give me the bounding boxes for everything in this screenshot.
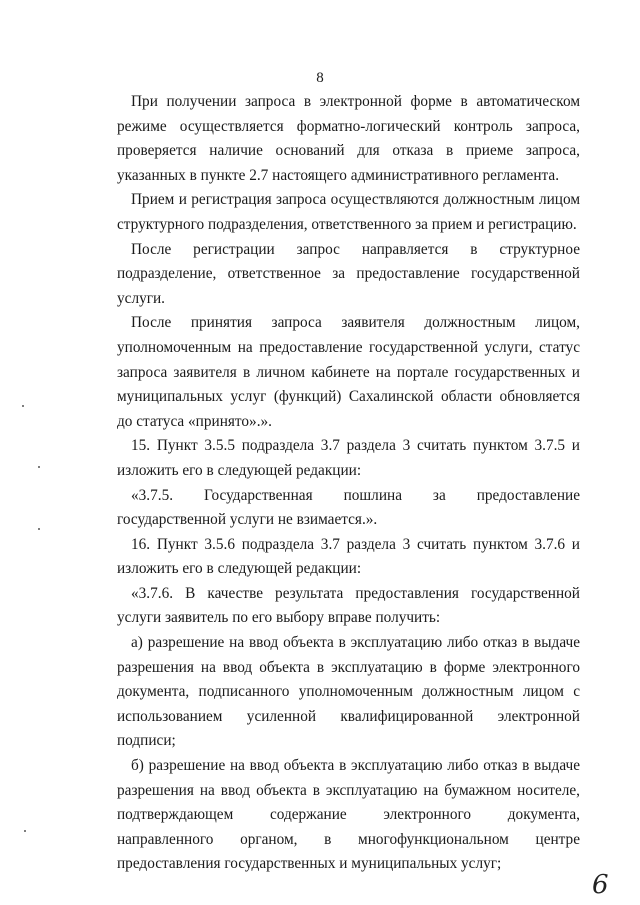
paragraph: 15. Пункт 3.5.5 подраздела 3.7 раздела 3 считать пунктом 3.7.5 и изложить его в следующей редакции: <box>117 437 580 479</box>
page-number: 8 <box>316 70 324 86</box>
paragraph: а) разрешение на ввод объекта в эксплуатацию либо отказ в выдаче разрешения на ввод объекта в эксплуатацию в форме электронного документа, подписанного уполномоченным должностным лицом с использованием усиленной квалифицированной электронной подписи; <box>117 634 580 750</box>
paragraph: После регистрации запрос направляется в структурное подразделение, ответственное за предоставление государственной услуги. <box>117 240 580 307</box>
handwritten-page-mark: 6 <box>592 870 609 900</box>
scan-speck <box>38 528 40 530</box>
paragraph: «3.7.5. Государственная пошлина за предоставление государственной услуги не взимается.». <box>117 486 580 529</box>
paragraph: «3.7.6. В качестве результата предоставления государственной услуги заявитель по его выбору вправе получить: <box>117 584 580 627</box>
paragraph: При получении запроса в электронной форме в автоматическом режиме осуществляется форматно-логический контроль запроса, проверяется наличие оснований для отказа в приеме запроса, указанных в пункте 2.7 настоящего административного регламента. <box>117 93 580 184</box>
body-text <box>117 90 580 877</box>
scan-speck <box>24 830 26 832</box>
paragraph: 16. Пункт 3.5.6 подраздела 3.7 раздела 3 считать пунктом 3.7.6 и изложить его в следующей редакции: <box>117 535 580 578</box>
scan-speck <box>38 466 40 468</box>
scan-speck <box>22 405 24 407</box>
paragraph: После принятия запроса заявителя должностным лицом, уполномоченным на предоставление государственной услуги, статус запроса заявителя в личном кабинете на портале государственных и муниципальных услуг (функций) Сахалинской области обновляется до статуса «принято».». <box>117 314 580 430</box>
paragraph: Прием и регистрация запроса осуществляются должностным лицом структурного подразделения, ответственного за прием и регистрацию. <box>117 191 580 233</box>
paragraph: б) разрешение на ввод объекта в эксплуатацию либо отказ в выдаче разрешения на ввод объекта в эксплуатацию на бумажном носителе, подтверждающем содержание электронного документа, направленного органом, в многофункциональном центре предоставления государственных и муниципальных услуг; <box>117 757 580 873</box>
